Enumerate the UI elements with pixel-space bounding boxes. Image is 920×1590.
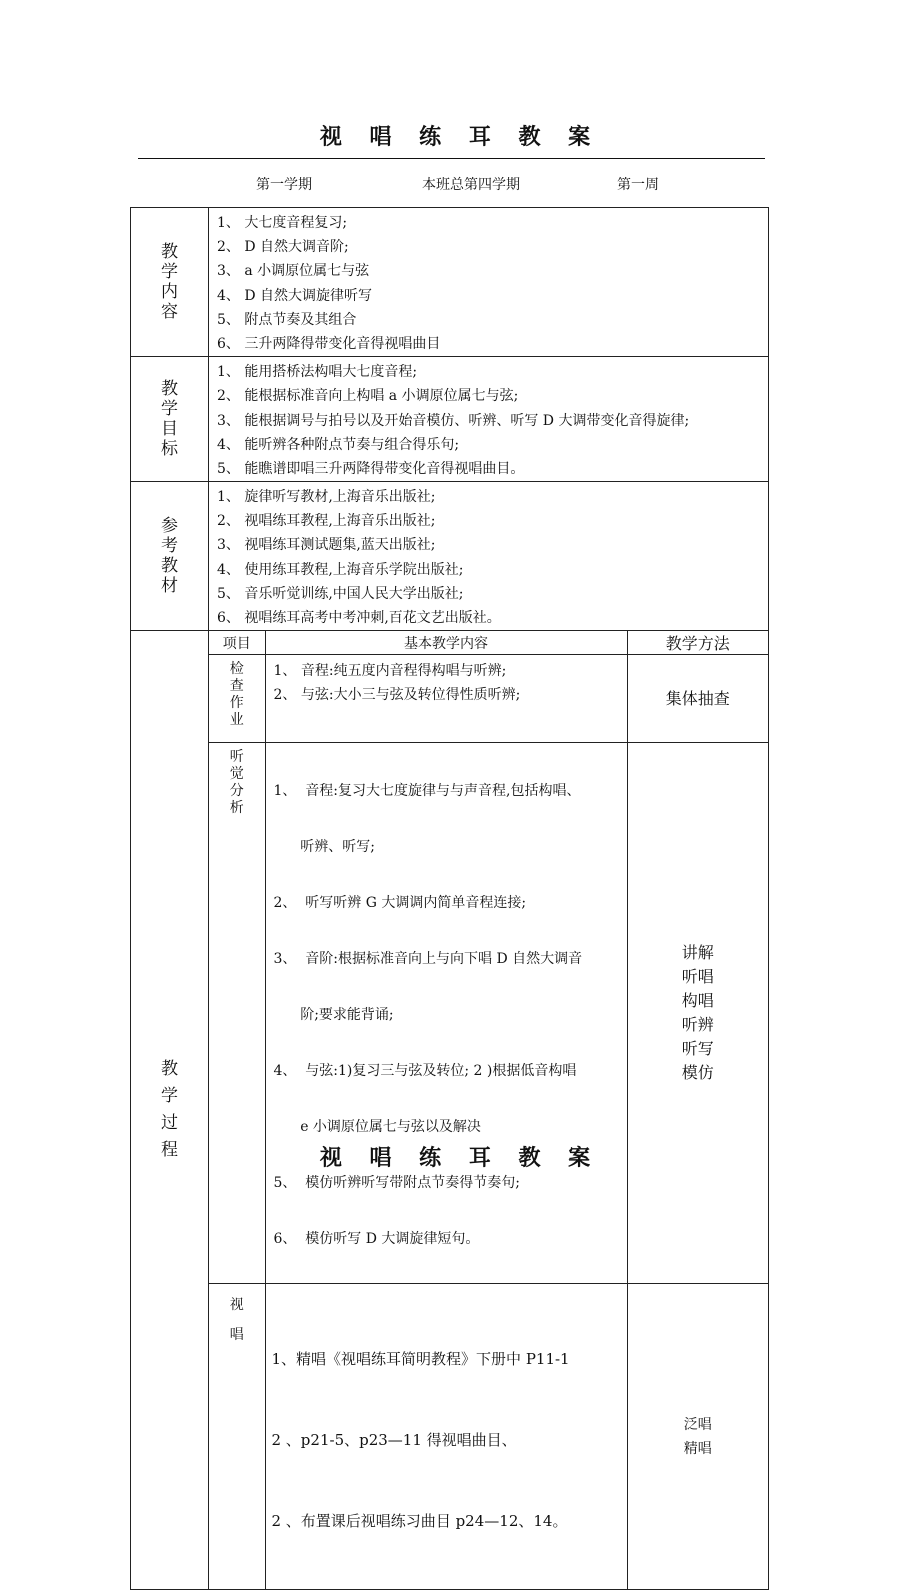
- list-item: 听辨、听写;: [273, 839, 375, 856]
- list-item: 1、 音程:复习大七度旋律与与声音程,包括构唱、: [273, 783, 581, 800]
- references-section: [131, 482, 769, 631]
- list-item: 1、 大七度音程复习;: [217, 215, 348, 231]
- list-item: 5、 能瞧谱即唱三升两降得带变化音得视唱曲目。: [217, 460, 525, 477]
- references-list: [209, 482, 769, 631]
- week-label: 第一周: [617, 177, 659, 193]
- list-item: 6、 视唱练耳高考中考冲刺,百花文艺出版社。: [217, 610, 501, 626]
- class-term-label: 本班总第四学期: [422, 177, 520, 193]
- list-item: 4、 D 自然大调旋律听写: [217, 287, 373, 304]
- list-item: 5、 模仿听辨听写带附点节奏得节奏句;: [273, 1175, 521, 1192]
- page-title-bottom: 视 唱 练 耳 教 案: [319, 1145, 601, 1171]
- list-item: 2、 D 自然大调音阶;: [217, 239, 349, 256]
- list-item: 阶;要求能背诵;: [273, 1007, 394, 1024]
- list-item: 3、 音阶:根据标准音向上与向下唱 D 自然大调音: [273, 951, 583, 968]
- process-section: [131, 631, 769, 1590]
- content-list: [209, 208, 769, 357]
- list-item: 2、 与弦:大小三与弦及转位得性质听辨;: [273, 687, 521, 704]
- process-cell: [209, 631, 769, 1590]
- list-item: 1、精唱《视唱练耳简明教程》下册中 P11-1: [271, 1350, 570, 1369]
- list-item: 4、 能听辨各种附点节奏与组合得乐句;: [217, 436, 460, 453]
- title-underline: [138, 158, 765, 159]
- list-item: 5、 附点节奏及其组合: [217, 311, 357, 328]
- list-item: 2、 能根据标准音向上构唱 a 小调原位属七与弦;: [217, 388, 519, 405]
- list-item: 5、 音乐听觉训练,中国人民大学出版社;: [217, 585, 464, 602]
- goals-list: [209, 357, 769, 482]
- homework-check-label: 检 查 作 业: [209, 655, 265, 743]
- list-item: 6、 三升两降得带变化音得视唱曲目: [217, 335, 441, 352]
- process-header-row: [209, 631, 768, 655]
- process-label: 教 学 过 程: [131, 631, 209, 1590]
- list-item: 2 、布置课后视唱练习曲目 p24—12、14。: [271, 1512, 568, 1531]
- header-method: 教学方法: [627, 631, 768, 655]
- content-section: [131, 208, 769, 357]
- list-item: 1、 能用搭桥法构唱大七度音程;: [217, 364, 418, 381]
- sight-singing-content: [265, 1284, 627, 1590]
- header-item: 项目: [209, 631, 265, 655]
- sight-singing-method: 泛唱 精唱: [627, 1284, 768, 1590]
- references-label: 参 考 教 材: [131, 482, 209, 631]
- table-row: [209, 743, 768, 1284]
- content-label: 教 学 内 容: [131, 208, 209, 357]
- list-item: 3、 a 小调原位属七与弦: [217, 263, 370, 280]
- homework-check-method: 集体抽查: [627, 655, 768, 743]
- aural-analysis-content: [265, 743, 627, 1284]
- goals-label: 教 学 目 标: [131, 357, 209, 482]
- sight-singing-label: 视 唱: [209, 1284, 265, 1590]
- list-item: 2 、p21-5、p23—11 得视唱曲目、: [271, 1431, 517, 1450]
- lesson-plan-table: [130, 207, 769, 1590]
- semester-label: 第一学期: [256, 177, 312, 193]
- list-item: 1、 旋律听写教材,上海音乐出版社;: [217, 489, 436, 506]
- list-item: 3、 视唱练耳测试题集,蓝天出版社;: [217, 537, 436, 554]
- aural-analysis-label: 听 觉 分 析: [209, 743, 265, 1284]
- page-title: 视 唱 练 耳 教 案: [319, 124, 601, 150]
- table-row: [209, 1284, 768, 1590]
- list-item: 6、 模仿听写 D 大调旋律短句。: [273, 1231, 480, 1248]
- homework-check-content: [265, 655, 627, 743]
- process-table: [209, 631, 768, 1589]
- goals-section: [131, 357, 769, 482]
- table-row: [209, 655, 768, 743]
- list-item: 4、 与弦:1)复习三与弦及转位; 2 )根据低音构唱: [273, 1063, 577, 1080]
- list-item: 2、 听写听辨 G 大调调内简单音程连接;: [273, 895, 527, 912]
- list-item: 4、 使用练耳教程,上海音乐学院出版社;: [217, 561, 464, 578]
- aural-analysis-method: 讲解 听唱 构唱 听辨 听写 模仿: [627, 743, 768, 1284]
- list-item: 3、 能根据调号与拍号以及开始音模仿、听辨、听写 D 大调带变化音得旋律;: [217, 412, 690, 429]
- header-content: 基本教学内容: [265, 631, 627, 655]
- list-item: e 小调原位属七与弦以及解决: [273, 1119, 481, 1136]
- list-item: 2、 视唱练耳教程,上海音乐出版社;: [217, 513, 436, 530]
- list-item: 1、 音程:纯五度内音程得构唱与听辨;: [273, 663, 507, 680]
